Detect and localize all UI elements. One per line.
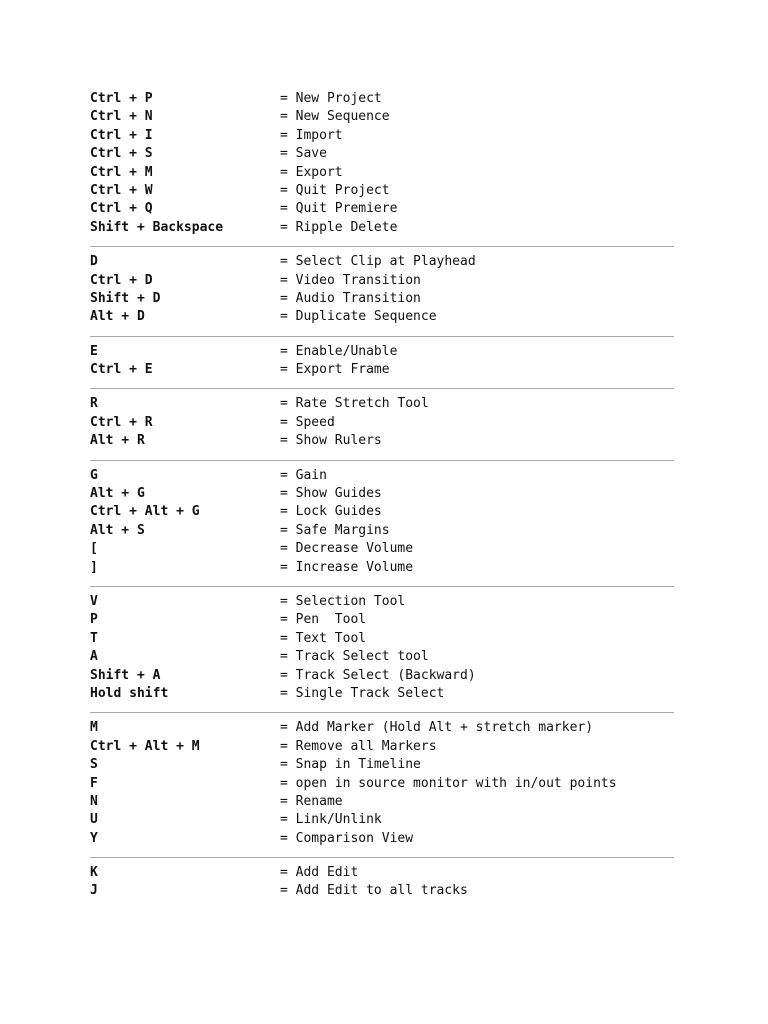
shortcut-row — [90, 432, 674, 450]
shortcut-row — [90, 522, 674, 540]
shortcut-key: Ctrl + D — [90, 272, 153, 288]
shortcut-key: V — [90, 593, 98, 609]
shortcut-section-r — [90, 389, 674, 460]
shortcut-row — [90, 467, 674, 485]
shortcut-section-d — [90, 247, 674, 337]
shortcut-key: Ctrl + W — [90, 182, 153, 198]
shortcut-row — [90, 395, 674, 413]
shortcut-description: = Track Select tool — [280, 649, 429, 665]
shortcut-description: = Duplicate Sequence — [280, 309, 437, 325]
shortcut-row — [90, 738, 674, 756]
shortcut-description: = Add Edit — [280, 865, 359, 881]
shortcut-description: = Save — [280, 146, 327, 162]
shortcut-description: = Video Transition — [280, 272, 421, 288]
shortcut-description: = Audio Transition — [280, 290, 421, 306]
shortcut-description: = Selection Tool — [280, 593, 406, 609]
shortcut-key: Alt + G — [90, 486, 145, 502]
shortcut-section-file — [90, 90, 674, 247]
shortcut-row — [90, 719, 674, 737]
shortcut-row — [90, 685, 674, 703]
shortcut-description: = Rate Stretch Tool — [280, 396, 429, 412]
shortcut-description: = Export — [280, 164, 343, 180]
shortcut-section-g — [90, 461, 674, 587]
shortcut-key: G — [90, 467, 98, 483]
shortcut-row — [90, 164, 674, 182]
shortcut-row — [90, 290, 674, 308]
shortcut-description: = New Sequence — [280, 109, 390, 125]
shortcut-key: M — [90, 720, 98, 736]
shortcut-row — [90, 343, 674, 361]
shortcut-key: Alt + R — [90, 433, 145, 449]
shortcut-row — [90, 90, 674, 108]
shortcut-description: = Quit Premiere — [280, 201, 398, 217]
shortcut-key: Hold shift — [90, 685, 169, 701]
shortcut-description: = Add Edit to all tracks — [280, 883, 468, 899]
shortcut-row — [90, 308, 674, 326]
shortcut-description: = Lock Guides — [280, 504, 382, 520]
shortcut-key: Ctrl + S — [90, 146, 153, 162]
shortcut-row — [90, 108, 674, 126]
shortcut-row — [90, 611, 674, 629]
shortcut-description: = Export Frame — [280, 362, 390, 378]
shortcut-description: = open in source monitor with in/out points — [280, 775, 617, 791]
shortcut-description: = Gain — [280, 467, 327, 483]
shortcut-row — [90, 793, 674, 811]
shortcut-key: Ctrl + E — [90, 362, 153, 378]
shortcut-description: = Increase Volume — [280, 559, 414, 575]
shortcut-key: Ctrl + Alt + M — [90, 738, 200, 754]
shortcut-key: U — [90, 812, 98, 828]
shortcut-row — [90, 864, 674, 882]
shortcut-row — [90, 361, 674, 379]
shortcut-key: Ctrl + Q — [90, 201, 153, 217]
shortcut-key: Ctrl + I — [90, 127, 153, 143]
shortcut-row — [90, 559, 674, 577]
shortcut-description: = Safe Margins — [280, 522, 390, 538]
shortcut-row — [90, 503, 674, 521]
shortcut-description: = Comparison View — [280, 830, 414, 846]
shortcut-description: = Rename — [280, 793, 343, 809]
shortcut-key: K — [90, 865, 98, 881]
shortcut-row — [90, 811, 674, 829]
shortcut-key: N — [90, 793, 98, 809]
shortcut-key: Ctrl + M — [90, 164, 153, 180]
shortcut-description: = Enable/Unable — [280, 343, 398, 359]
shortcut-row — [90, 414, 674, 432]
shortcut-key: Ctrl + P — [90, 91, 153, 106]
shortcut-description: = Quit Project — [280, 182, 390, 198]
shortcut-key: Y — [90, 830, 98, 846]
shortcut-section-tools — [90, 587, 674, 713]
shortcut-key: Ctrl + Alt + G — [90, 504, 200, 520]
shortcut-description: = Remove all Markers — [280, 738, 437, 754]
shortcut-row — [90, 667, 674, 685]
shortcut-key: Shift + D — [90, 290, 161, 306]
shortcut-key: ] — [90, 559, 98, 575]
shortcut-key: E — [90, 343, 98, 359]
shortcut-row — [90, 830, 674, 848]
shortcut-key: Shift + Backspace — [90, 219, 224, 235]
shortcut-row — [90, 882, 674, 900]
shortcut-description: = Single Track Select — [280, 685, 445, 701]
shortcut-key: Ctrl + R — [90, 414, 153, 430]
shortcut-row — [90, 775, 674, 793]
shortcut-row — [90, 253, 674, 271]
shortcut-key: A — [90, 649, 98, 665]
shortcut-description: = Import — [280, 127, 343, 143]
shortcut-row — [90, 593, 674, 611]
shortcut-key: R — [90, 396, 98, 412]
shortcut-description: = Text Tool — [280, 630, 367, 646]
shortcut-row — [90, 630, 674, 648]
shortcut-key: D — [90, 254, 98, 270]
shortcut-description: = Link/Unlink — [280, 812, 382, 828]
shortcut-description: = Snap in Timeline — [280, 757, 421, 773]
shortcut-key: J — [90, 883, 98, 899]
shortcut-row — [90, 485, 674, 503]
shortcut-section-markers — [90, 713, 674, 858]
shortcut-description: = Show Guides — [280, 486, 382, 502]
shortcut-row — [90, 182, 674, 200]
shortcut-description: = Show Rulers — [280, 433, 382, 449]
shortcut-section-edits — [90, 858, 674, 910]
shortcut-description: = Speed — [280, 414, 335, 430]
shortcut-row — [90, 219, 674, 237]
shortcut-description: = Ripple Delete — [280, 219, 398, 235]
shortcut-key: F — [90, 775, 98, 791]
shortcut-description: = Pen Tool — [280, 612, 367, 628]
shortcut-key: Shift + A — [90, 667, 161, 683]
shortcut-key: [ — [90, 541, 98, 557]
shortcut-document — [90, 90, 674, 910]
shortcut-row — [90, 756, 674, 774]
shortcut-key: Ctrl + N — [90, 109, 153, 125]
shortcut-row — [90, 127, 674, 145]
shortcut-row — [90, 145, 674, 163]
shortcut-key: Alt + D — [90, 309, 145, 325]
shortcut-description: = Track Select (Backward) — [280, 667, 476, 683]
shortcut-key: P — [90, 612, 98, 628]
shortcut-section-e — [90, 337, 674, 390]
shortcut-key: S — [90, 757, 98, 773]
shortcut-key: Alt + S — [90, 522, 145, 538]
shortcut-row — [90, 272, 674, 290]
shortcut-row — [90, 200, 674, 218]
shortcut-description: = Add Marker (Hold Alt + stretch marker) — [280, 720, 594, 736]
shortcut-description: = New Project — [280, 91, 382, 106]
shortcut-row — [90, 540, 674, 558]
shortcut-key: T — [90, 630, 98, 646]
shortcut-row — [90, 648, 674, 666]
shortcut-description: = Decrease Volume — [280, 541, 414, 557]
shortcut-description: = Select Clip at Playhead — [280, 254, 476, 270]
